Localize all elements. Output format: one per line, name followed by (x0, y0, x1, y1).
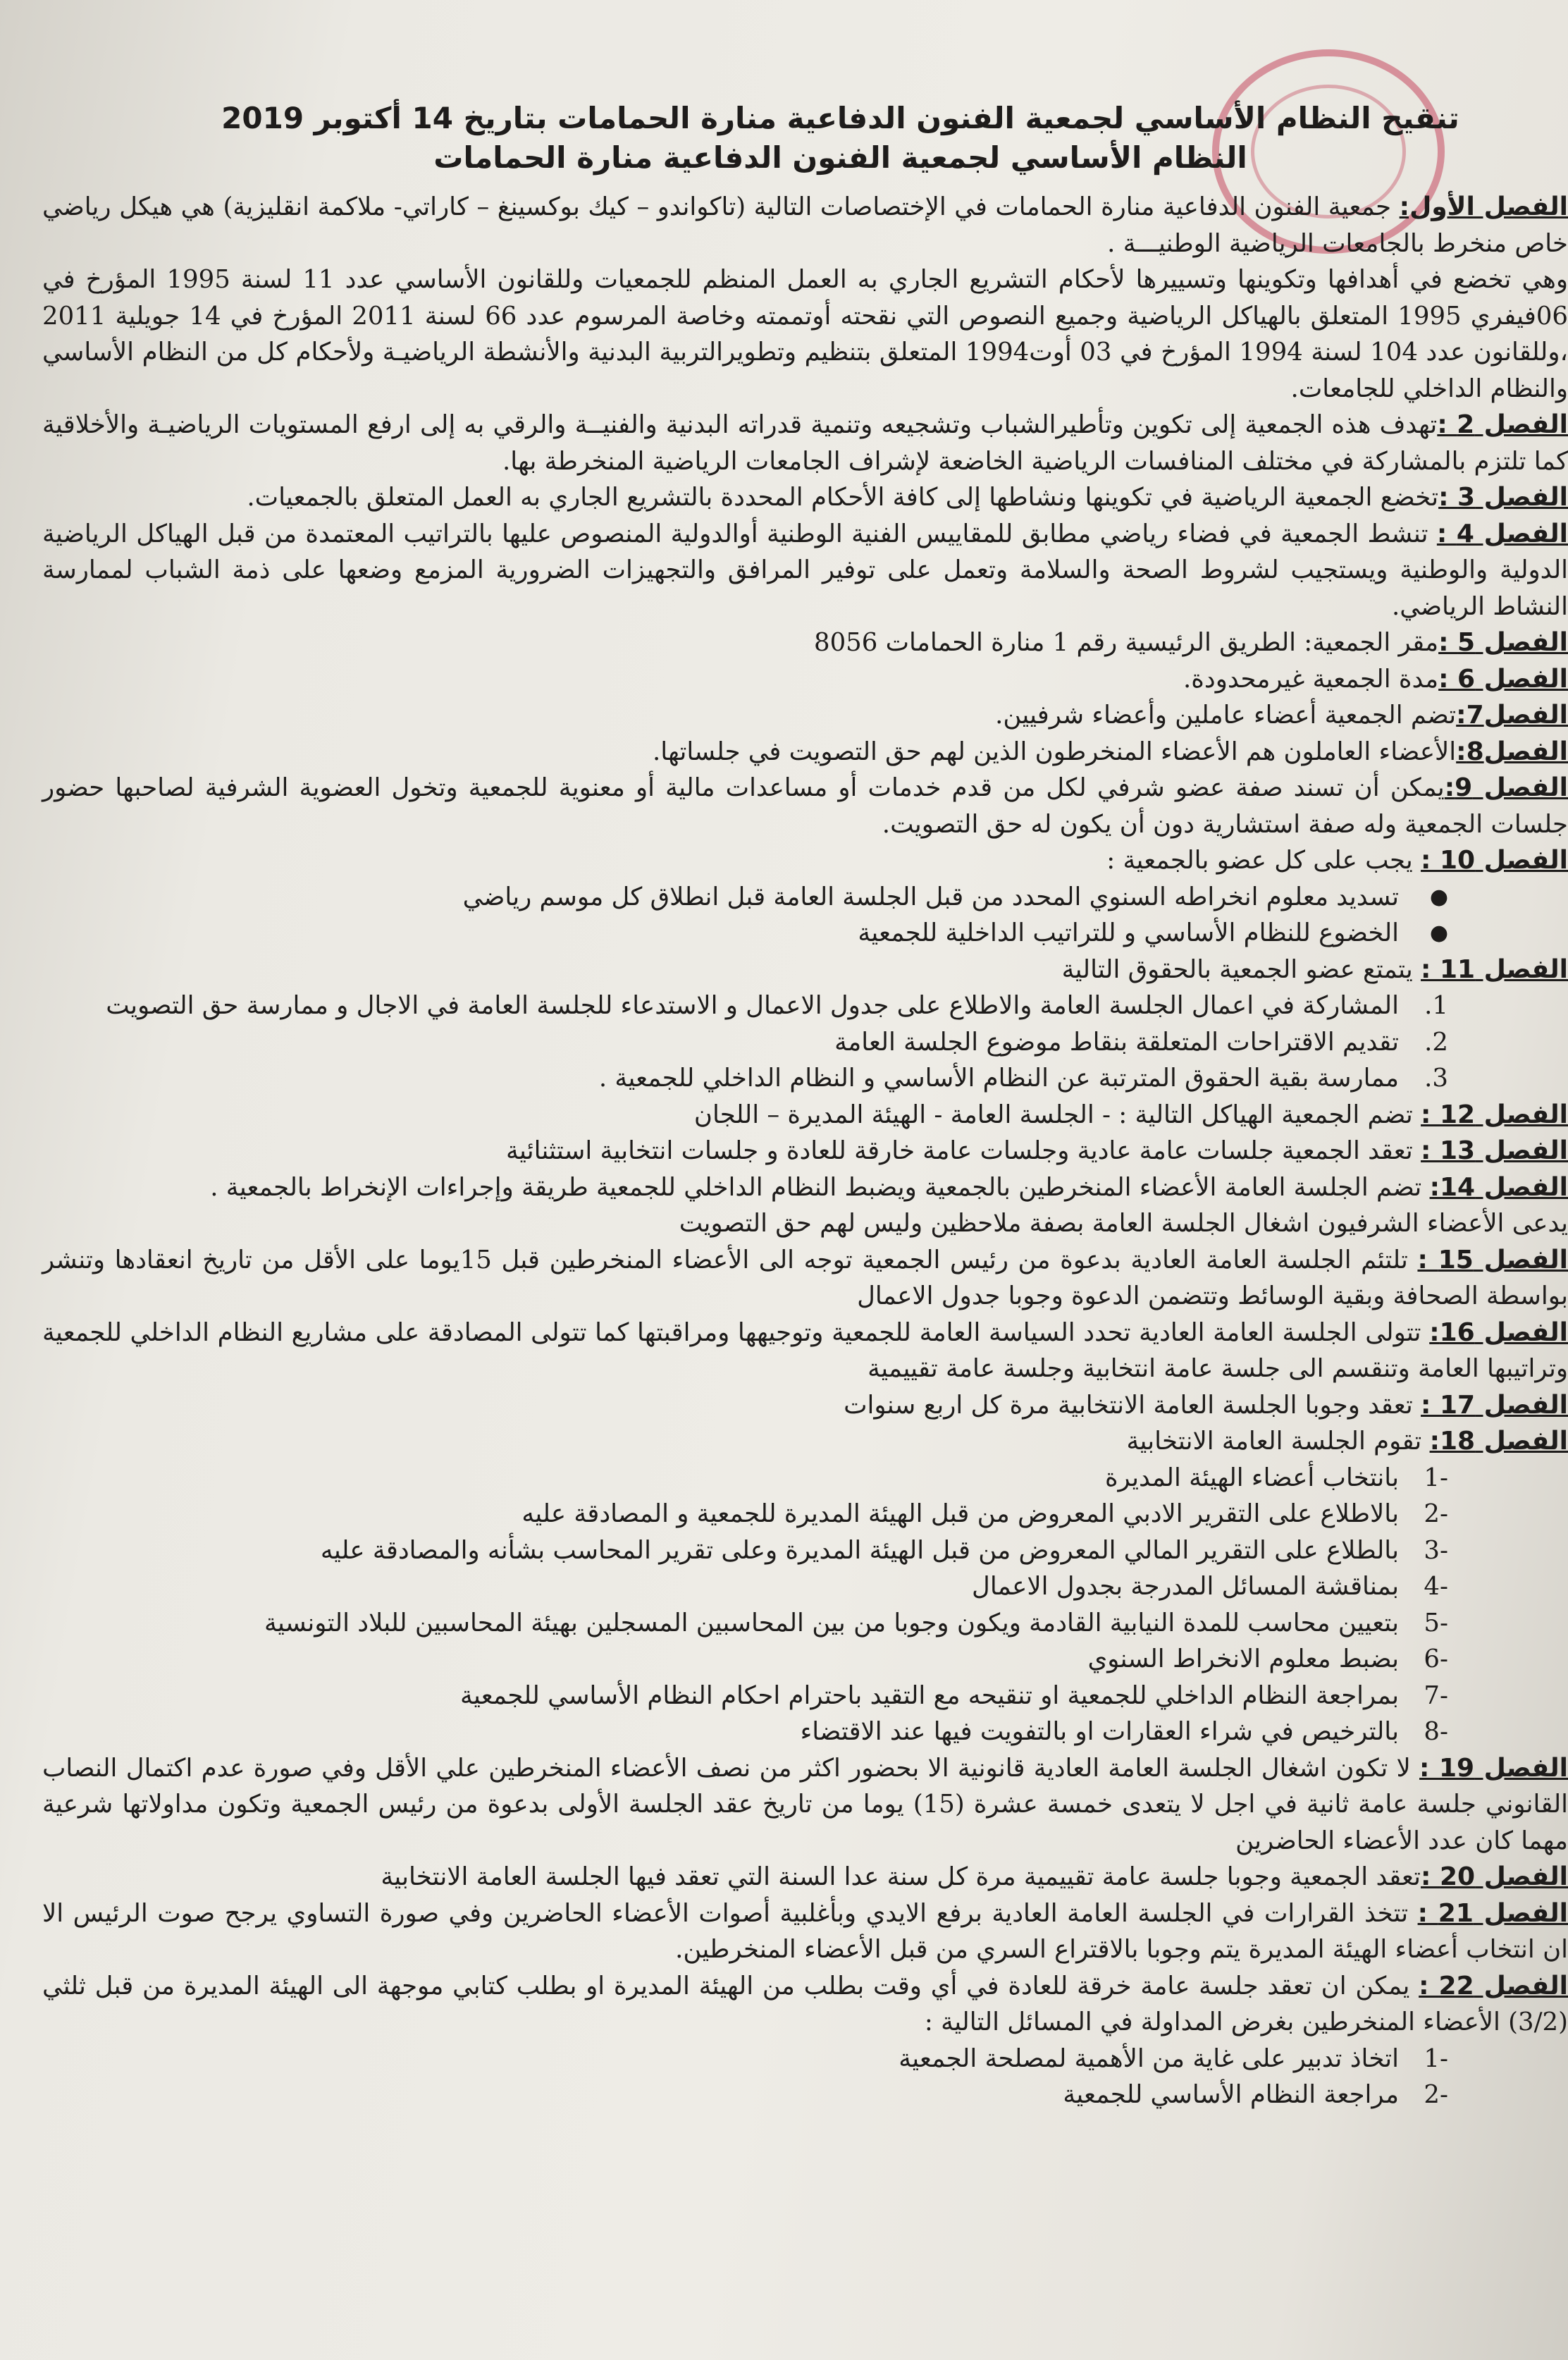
article-13 (42, 1133, 1568, 1169)
article-label: الفصل8: (1456, 737, 1568, 766)
list-item-text: مراجعة النظام الأساسي للجمعية (1063, 2080, 1399, 2109)
list-item-text: اتخاذ تدبير على غاية من الأهمية لمصلحة الجمعية (899, 2044, 1399, 2073)
list-item-number: -3 (1424, 1535, 1448, 1565)
list-item (42, 2041, 1568, 2077)
article-label: الفصل 12 : (1421, 1100, 1568, 1129)
list-item-text: المشاركة في اعمال الجلسة العامة والاطلاع على جدول الاعمال و الاستدعاء للجلسة العامة في الاجال و ممارسة حق التصويت (106, 991, 1399, 1020)
list-item-text: بالاطلاع على التقرير الادبي المعروض من قبل الهيئة المديرة للجمعية و المصادقة عليه (521, 1499, 1399, 1528)
statute-document (42, 99, 1568, 2354)
article-label: الفصل 18: (1429, 1427, 1568, 1456)
list-item-text: ممارسة بقية الحقوق المترتبة عن النظام الأساسي و النظام الداخلي للجمعية . (598, 1064, 1399, 1093)
article-text: يمكن أن تسند صفة عضو شرفي لكل من قدم خدمات أو مساعدات مالية أو معنوية للجمعية وتخول العضوية الشرفية لصاحبها حضور جلسات الجمعية وله صفة استشارية دون أن يكون له حق التصويت. (42, 773, 1568, 839)
article-label: الفصل 20 : (1421, 1862, 1568, 1891)
article-label: الفصل 21 : (1417, 1898, 1568, 1928)
list-item (42, 1060, 1568, 1097)
article-text: جمعية الفنون الدفاعية منارة الحمامات في الإختصاصات التالية (تاكواندو – كيك بوكسينغ – كاراتي- ملاكمة انقليزية) هي هيكل رياضي خاص منخرط بالجامعات الرياضية الوطنيـــة . (42, 192, 1568, 258)
list-item (42, 1568, 1568, 1605)
article-label: الفصل 2 : (1437, 410, 1568, 439)
list-item (42, 1605, 1568, 1642)
list-item-number: -4 (1424, 1572, 1448, 1601)
article-text: تنشط الجمعية في فضاء رياضي مطابق للمقاييس الفنية الوطنية أوالدولية المنصوص عليها بالتراتيب المعتمدة من قبل الهياكل الرياضية الدولية والوطنية ويستجيب لشروط الصحة والسلامة وتعمل على توفير المرافق والتجهيزات الضرورية المزمع وضعها على ذمة الشباب لممارسة النشاط الرياضي. (42, 519, 1568, 621)
article-12 (42, 1097, 1568, 1133)
article-text: تقوم الجلسة العامة الانتخابية (1126, 1427, 1430, 1456)
article-3 (42, 479, 1568, 516)
bullet-icon: ● (1429, 921, 1448, 945)
article-text: يمكن ان تعقد جلسة عامة خرقة للعادة في أي وقت بطلب من الهيئة المديرة او بطلب كتابي موجهة الى الهيئة المديرة من قبل ثلثي (3/2) الأعضاء المنخرطين بغرض المداولة في المسائل التالية : (42, 1971, 1568, 2036)
article-2 (42, 407, 1568, 479)
article-text: تضم الجمعية أعضاء عاملين وأعضاء شرفيين. (995, 701, 1457, 730)
list-item-number: 1. (1424, 991, 1448, 1020)
list-item-text: الخضوع للنظام الأساسي و للتراتيب الداخلية للجمعية (858, 918, 1399, 947)
article-text: يجب على كل عضو بالجمعية : (1106, 846, 1421, 875)
article-text: مدة الجمعية غيرمحدودة. (1183, 664, 1439, 694)
article-text: تتولى الجلسة العامة العادية تحدد السياسة العامة للجمعية وتوجيهها ومراقبتها كما تتولى المصادقة على مشاريع النظام الداخلي للجمعية وتراتيبها العامة وتنقسم الى جلسة عامة انتخابية وجلسة عامة تقييمية (42, 1317, 1568, 1383)
list-item (42, 1460, 1568, 1496)
article-10 (42, 842, 1568, 879)
article-label: الفصل 5 : (1438, 628, 1568, 657)
article-4 (42, 516, 1568, 625)
article-label: الفصل 19 : (1419, 1753, 1568, 1783)
list-item-number: 3. (1424, 1064, 1448, 1093)
article-label: الفصل 16: (1429, 1317, 1568, 1347)
title-line-2: النظام الأساسي لجمعية الفنون الدفاعية منارة الحمامات (433, 140, 1247, 175)
list-item-text: بتعيين محاسب للمدة النيابية القادمة ويكون وجوبا من بين المحاسبين المسجلين بهيئة المحاسبين للبلاد التونسية (264, 1608, 1399, 1637)
article-11 (42, 952, 1568, 988)
bullet-icon: ● (1429, 884, 1448, 909)
article-text: تلتئم الجلسة العامة العادية بدعوة من رئيس الجمعية توجه الى الأعضاء المنخرطين قبل 15يوما على الأقل من تاريخ انعقادها وتنشر بواسطة الصحافة وبقية الوسائط وتتضمن الدعوة وجوبا جدول الاعمال (42, 1245, 1568, 1310)
article-20 (42, 1859, 1568, 1895)
article-14 (42, 1169, 1568, 1206)
article-5 (42, 625, 1568, 661)
article-label: الفصل 17 : (1421, 1390, 1568, 1420)
list-item-number: -5 (1424, 1608, 1448, 1637)
article-text: لا تكون اشغال الجلسة العامة العادية قانونية الا بحضور اكثر من نصف الأعضاء المنخرطين علي الأقل وفي صورة عدم اكتمال النصاب القانوني جلسة عامة ثانية في اجل لا يتعدى خمسة عشرة (15) يوما من تاريخ عقد الجلسة الأولى بدعوة من رئيس الجمعية وتكون مداولاتها شرعية مهما كان عدد الأعضاء الحاضرين (42, 1753, 1568, 1855)
article-17 (42, 1387, 1568, 1424)
article-9 (42, 770, 1568, 842)
article-label: الفصل 10 : (1421, 846, 1568, 875)
list-item-text: تقديم الاقتراحات المتعلقة بنقاط موضوع الجلسة العامة (834, 1027, 1399, 1057)
article-text: يتمتع عضو الجمعية بالحقوق التالية (1061, 954, 1421, 984)
list-item (42, 988, 1568, 1024)
list-item-text: بمراجعة النظام الداخلي للجمعية او تنقيحه مع التقيد باحترام احكام النظام الأساسي للجمعية (459, 1680, 1399, 1710)
article-15 (42, 1242, 1568, 1315)
list-item (42, 2077, 1568, 2113)
list-item (42, 1532, 1568, 1569)
list-item-number: -1 (1424, 1463, 1448, 1492)
list-item-text: تسديد معلوم انخراطه السنوي المحدد من قبل الجلسة العامة قبل انطلاق كل موسم رياضي (462, 882, 1399, 911)
list-item (42, 879, 1568, 916)
article-text: تعقد الجمعية جلسات عامة عادية وجلسات عامة خارقة للعادة و جلسات انتخابية استثنائية (506, 1136, 1421, 1165)
list-item-text: بضبط معلوم الانخراط السنوي (1087, 1645, 1399, 1673)
article-text: تعقد وجوبا الجلسة العامة الانتخابية مرة كل اربع سنوات (844, 1390, 1421, 1420)
list-item-text: بانتخاب أعضاء الهيئة المديرة (1104, 1463, 1399, 1492)
title-line-1: تنقيح النظام الأساسي لجمعية الفنون الدفاعية منارة الحمامات بتاريخ 14 أكتوبر 2019 (221, 101, 1459, 135)
article-text: مقر الجمعية: الطريق الرئيسية رقم 1 منارة الحمامات 8056 (813, 628, 1439, 657)
article-8 (42, 734, 1568, 770)
list-item (42, 1496, 1568, 1532)
list-item (42, 1714, 1568, 1750)
list-item-text: بالترخيص في شراء العقارات او بالتفويت فيها عند الاقتضاء (800, 1717, 1399, 1746)
article-text: تهدف هذه الجمعية إلى تكوين وتأطيرالشباب وتشجيعه وتنمية قدراته البدنية والفنيــة والرقي به إلى ارفع المستويات الرياضيـة والأخلاقية كما تلتزم بالمشاركة في مختلف المنافسات الرياضية الخاضعة لإشراف الجامعات الرياضية المنخرطة بها. (42, 410, 1568, 476)
list-item (42, 1641, 1568, 1678)
list-item (42, 1024, 1568, 1061)
article-label: الفصل 15 : (1417, 1245, 1568, 1274)
article-19 (42, 1750, 1568, 1860)
document-title (42, 99, 1568, 178)
article-label: الفصل7: (1456, 701, 1568, 730)
list-item-number: 2. (1424, 1027, 1448, 1057)
list-item (42, 915, 1568, 952)
list-item-number: -2 (1424, 2080, 1448, 2109)
article-16 (42, 1315, 1568, 1387)
article-18 (42, 1423, 1568, 1460)
article-21 (42, 1895, 1568, 1968)
article-label: الفصل 22 : (1419, 1971, 1568, 2001)
article-label: الفصل الأول: (1399, 192, 1568, 221)
article-text: تعقد الجمعية وجوبا جلسة عامة تقييمية مرة كل سنة عدا السنة التي تعقد فيها الجلسة العامة الانتخابية (381, 1862, 1421, 1891)
article-22 (42, 1968, 1568, 2041)
article-label: الفصل 4 : (1436, 519, 1568, 548)
list-item-text: بمناقشة المسائل المدرجة بجدول الاعمال (972, 1572, 1399, 1601)
list-item-number: -2 (1424, 1499, 1448, 1528)
article-text: تضم الجلسة العامة الأعضاء المنخرطين بالجمعية ويضبط النظام الداخلي للجمعية طريقة وإجراءات الإنخراط بالجمعية . (210, 1172, 1430, 1202)
list-item-number: -6 (1424, 1645, 1448, 1673)
article-label: الفصل 13 : (1421, 1136, 1568, 1165)
article-1 (42, 189, 1568, 262)
article-text: تتخذ القرارات في الجلسة العامة العادية برفع الايدي وبأغلبية أصوات الأعضاء الحاضرين وفي صورة التساوي يرجح صوت الرئيس الا ان انتخاب أعضاء الهيئة المديرة يتم وجوبا بالاقتراع السري من قبل الأعضاء المنخرطين. (42, 1898, 1568, 1964)
article-7 (42, 697, 1568, 734)
list-item-number: -8 (1424, 1717, 1448, 1746)
list-item (42, 1678, 1568, 1714)
article-label: الفصل 6 : (1438, 664, 1568, 694)
article-label: الفصل 14: (1429, 1172, 1568, 1202)
article-text: تضم الجمعية الهياكل التالية : - الجلسة العامة - الهيئة المديرة – اللجان (693, 1100, 1421, 1129)
article-label: الفصل 3 : (1438, 483, 1568, 512)
list-item-number: -7 (1424, 1680, 1448, 1710)
list-item-number: -1 (1424, 2044, 1448, 2073)
article-6 (42, 661, 1568, 698)
article-label: الفصل 11 : (1421, 954, 1568, 984)
article-14-paragraph-2: يدعى الأعضاء الشرفيون اشغال الجلسة العامة بصفة ملاحظين وليس لهم حق التصويت (679, 1209, 1568, 1238)
article-label: الفصل 9: (1444, 773, 1568, 802)
article-text: تخضع الجمعية الرياضية في تكوينها ونشاطها إلى كافة الأحكام المحددة بالتشريع الجاري به العمل المتعلق بالجمعيات. (247, 483, 1439, 512)
article-text: الأعضاء العاملون هم الأعضاء المنخرطون الذين لهم حق التصويت في جلساتها. (652, 737, 1457, 766)
article-1-paragraph-2: وهي تخضع في أهدافها وتكوينها وتسييرها لأحكام التشريع الجاري به العمل المنظم للجمعيات وللقانون الأساسي عدد 11 لسنة 1995 المؤرخ في 06فيفري 1995 المتعلق بالهياكل الرياضية وجميع النصوص التي نقحته أوتممته وخاصة المرسوم عدد 66 لسنة 2011 المؤرخ في 14 جويلية 2011 ،وللقانون عدد 104 لسنة 1994 المؤرخ في 03 أوت1994 المتعلق بتنظيم وتطويرالتربية البدنية والأنشطة الرياضيـة ولأحكام كل من النظام الأساسي والنظام الداخلي للجامعات. (42, 265, 1568, 403)
list-item-text: بالطلاع على التقرير المالي المعروض من قبل الهيئة المديرة وعلى تقرير المحاسب بشأنه والمصادقة عليه (320, 1535, 1399, 1565)
